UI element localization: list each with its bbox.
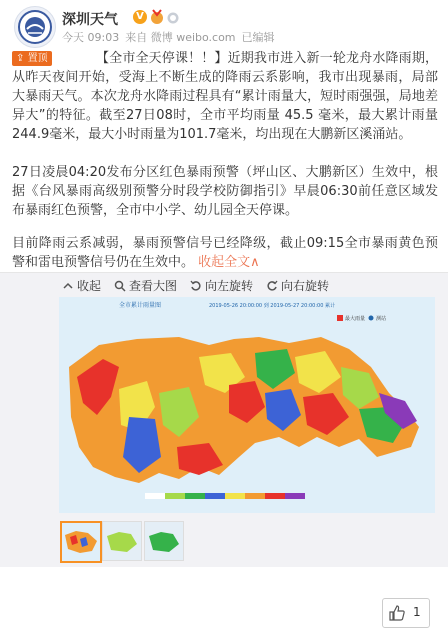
pinned-label: 置顶 [27,53,48,64]
image-toolbar [0,272,448,297]
thumbnail-3[interactable] [144,521,184,561]
view-large-button[interactable]: 查看大图 [114,277,177,294]
edited-label[interactable]: 已编辑 [241,31,275,44]
rotate-right-icon [266,280,278,292]
thumbnail-strip [0,515,448,567]
collapse-text-link[interactable]: 收起全文∧ [198,255,260,270]
weather-logo-icon [15,7,55,47]
legend-station-marker [369,316,374,321]
post-paragraph: 【全市全天停课！！】近期我市进入新一轮龙舟水降雨期，从昨天夜间开始，受海上不断生成的降雨云系影响，我市出现暴雨，局部大暴雨天气。本次龙舟水降雨过程具有“累计雨量大，短时雨强强，局地差异大”的特征。截至27日08时，全市平均雨量 45.5 毫米，最大累计雨量244.9毫米，最大小时雨量为101.7毫米，均出现在大鹏新区溪涌站。 [12,51,438,142]
map-title: 全市累计雨量图 [119,302,162,309]
collapse-image-button[interactable]: 收起 [62,277,101,294]
post-source[interactable]: 来自 微博 weibo.com [125,31,236,44]
rotate-left-button[interactable]: 向左旋转 [190,277,253,294]
legend-max-marker [337,315,343,321]
image-viewer [0,296,448,619]
rainfall-map-image[interactable] [59,297,435,513]
collapse-icon [62,280,74,292]
legend-station-label: 测站 [376,316,387,322]
thumbs-up-icon [388,604,406,622]
post-paragraph: 27日凌晨04:20发布分区红色暴雨预警（坪山区、大鹏新区）生效中，根据《台风暴雨高级别预警分时段学校防御指引》早晨06:30前任意区域发布暴雨红色预警，全市中小学、幼儿园全天停课。 [12,165,438,218]
thumbnail-1[interactable] [60,521,102,563]
medal-icon[interactable] [150,9,164,25]
verified-icon: V [133,10,147,24]
post-header [0,0,448,46]
search-icon [114,280,126,292]
post-paragraph: 目前降雨云系减弱，暴雨预警信号已经降级，截止09:15全市暴雨黄色预警和雷电预警信号仍在生效中。 收起全文∧ [12,236,438,270]
like-count: 1 [413,605,421,619]
account-name[interactable]: 深圳天气 [62,12,118,28]
post-time[interactable]: 今天 09:03 [62,31,120,44]
rotate-right-button[interactable]: 向右旋转 [266,277,329,294]
map-time-range: 2019-05-26 20:00:00 到 2019-05-27 20:00:00 累计 [209,303,335,309]
thumbnail-2[interactable] [102,521,142,561]
avatar[interactable] [14,6,56,48]
like-button[interactable] [382,598,430,628]
member-icon[interactable] [166,9,180,25]
pin-icon: ⇪ [16,53,25,64]
rotate-left-icon [190,280,202,292]
post-meta [62,29,281,45]
legend-max-label: 最大雨量 [345,316,366,322]
